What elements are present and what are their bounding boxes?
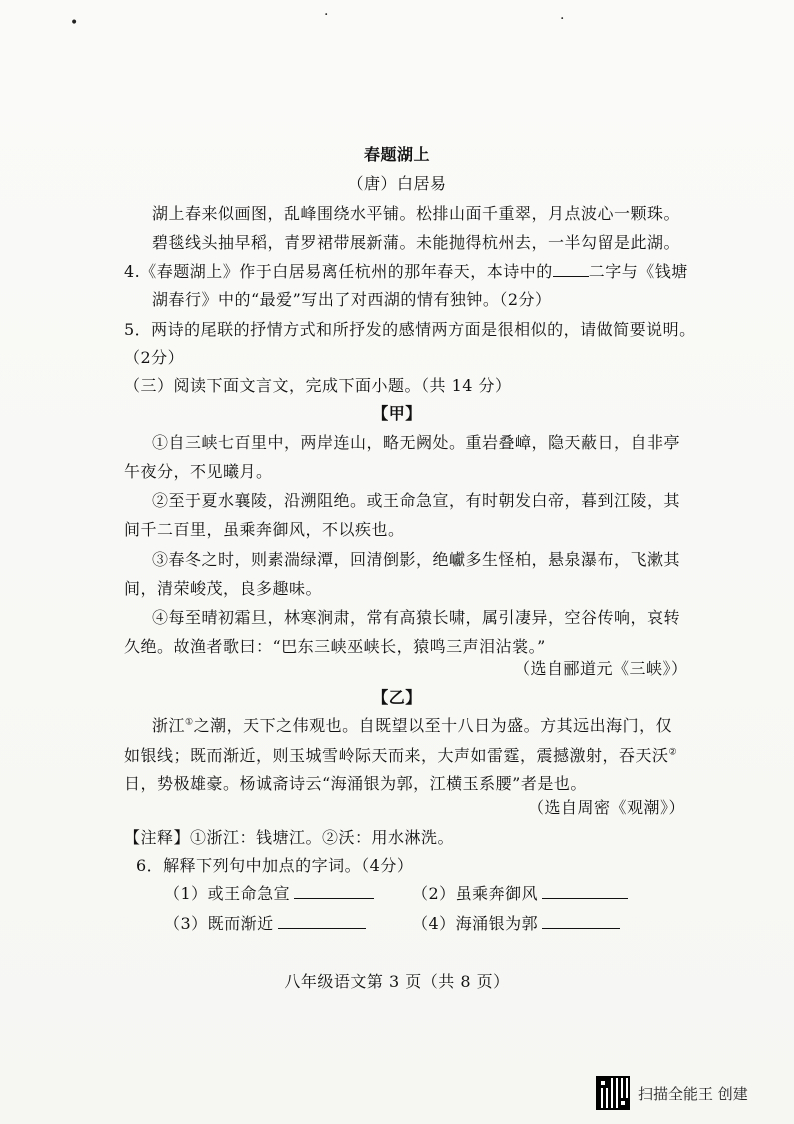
scan-speck: · (324, 7, 329, 23)
scan-speck: • (70, 15, 79, 31)
question-5-line-1: 5．两诗的尾联的抒情方式和所抒发的感情两方面是很相似的，请做简要说明。 (124, 320, 696, 339)
jia-paragraph-1-line-1: ①自三峡七百里中，两岸连山，略无阙处。重岩叠嶂，隐天蔽日，自非亭 (152, 433, 681, 452)
watermark-text: 扫描全能王 创建 (638, 1084, 748, 1103)
question-4-answer-blank[interactable] (553, 262, 589, 277)
jia-source: （选自郦道元《三峡》） (514, 659, 688, 678)
question-6-item-1-text: （1）或王命急宣 (164, 884, 291, 903)
jia-paragraph-3-line-1: ③春冬之时，则素湍绿潭，回清倒影，绝巘多生怪柏，悬泉瀑布，飞漱其 (152, 550, 681, 569)
question-6-item-2 (412, 884, 628, 904)
jia-paragraph-4-line-2: 久绝。故渔者歌曰：“巴东三峡巫峡长，猿鸣三声泪沾裳。” (124, 637, 546, 656)
question-6-item-3 (164, 914, 366, 934)
jia-paragraph-2-line-2: 间千二百里，虽乘奔御风，不以疾也。 (124, 520, 405, 539)
question-5-line-2: （2分） (124, 348, 185, 367)
question-6-item-4 (412, 914, 620, 934)
page-footer: 八年级语文第 3 页（共 8 页） (284, 972, 510, 991)
yi-line-2 (124, 746, 677, 766)
scan-speck: · (560, 11, 565, 27)
jia-paragraph-3-line-2: 间，清荣峻茂，良多趣味。 (124, 579, 323, 598)
question-4-line-2: 湖春行》中的“最爱”写出了对西湖的情有独钟。（2分） (152, 290, 552, 309)
question-6-item-2-blank[interactable] (542, 884, 628, 899)
poem-author: （唐）白居易 (347, 174, 447, 193)
note-marker-2: ② (668, 747, 678, 758)
yi-line-1-b: 之潮，天下之伟观也。自既望以至十八日为盛。方其远出海门，仅 (193, 716, 673, 735)
question-6-item-4-text: （4）海涌银为郭 (412, 914, 539, 933)
annotation-notes: 【注释】①浙江：钱塘江。②沃：用水淋洗。 (124, 828, 455, 847)
note-marker-1: ① (185, 717, 194, 728)
yi-source: （选自周密《观潮》） (528, 798, 686, 817)
section-3-heading: （三）阅读下面文言文，完成下面小题。（共 14 分） (124, 376, 512, 395)
poem-line-1: 湖上春来似画图，乱峰围绕水平铺。松排山面千重翠，月点波心一颗珠。 (152, 204, 681, 223)
question-4-text-a: 4.《春题湖上》作于白居易离任杭州的那年春天，本诗中的 (124, 262, 553, 281)
qr-code-icon (596, 1076, 630, 1110)
yi-line-1-a: 浙江 (152, 716, 186, 735)
poem-title: 春题湖上 (363, 145, 430, 164)
jia-paragraph-2-line-1: ②至于夏水襄陵，沿溯阻绝。或王命急宣，有时朝发白帝，暮到江陵，其 (152, 491, 681, 510)
yi-line-3: 日，势极雄豪。杨诚斋诗云“海涌银为郭，江横玉系腰”者是也。 (124, 774, 587, 793)
yi-line-2-a: 如银线；既而渐近，则玉城雪岭际天而来，大声如雷霆，震撼激射，吞天沃 (124, 746, 669, 765)
question-6-item-1 (164, 884, 374, 904)
question-4-text-b: 二字与《钱塘 (588, 262, 688, 281)
question-4-line-1 (124, 262, 688, 282)
passage-jia-label: 【甲】 (372, 404, 422, 423)
question-6-stem: 6．解释下列句中加点的字词。（4分） (136, 856, 414, 875)
yi-line-1 (152, 716, 672, 736)
jia-paragraph-4-line-1: ④每至晴初霜旦，林寒涧肃，常有高猿长啸，属引凄异，空谷传响，哀转 (152, 608, 681, 627)
scanner-watermark (596, 1076, 748, 1110)
question-6-item-3-blank[interactable] (278, 914, 366, 929)
jia-paragraph-1-line-2: 午夜分，不见曦月。 (124, 462, 273, 481)
question-6-item-1-blank[interactable] (294, 884, 374, 899)
question-6-item-4-blank[interactable] (542, 914, 620, 929)
passage-yi-label: 【乙】 (372, 688, 422, 707)
poem-line-2: 碧毯线头抽早稻，青罗裙带展新蒲。未能抛得杭州去，一半勾留是此湖。 (152, 233, 681, 252)
question-6-item-3-text: （3）既而渐近 (164, 914, 274, 933)
question-6-item-2-text: （2）虽乘奔御风 (412, 884, 539, 903)
